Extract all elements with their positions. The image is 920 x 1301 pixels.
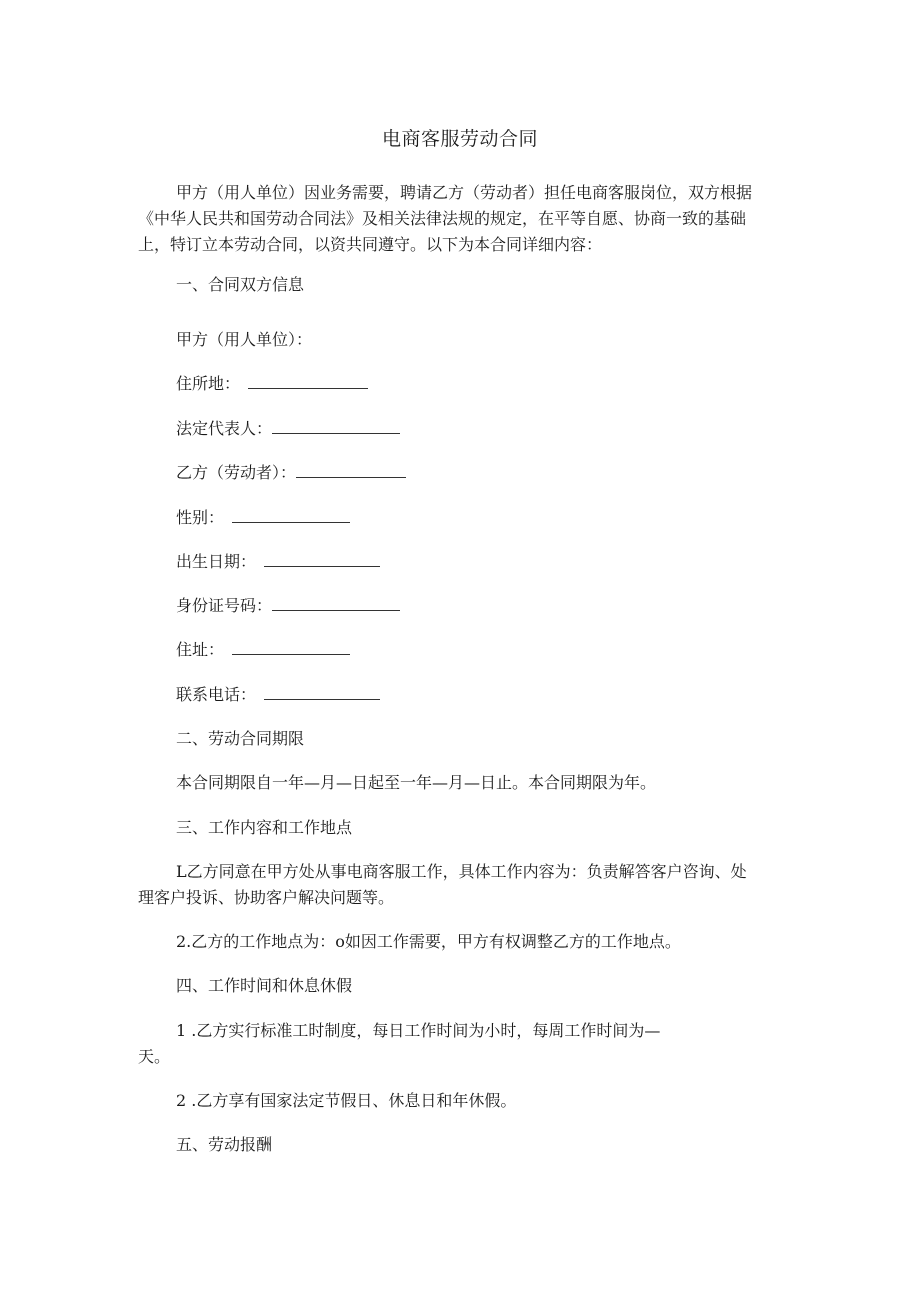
- address-blank: [248, 374, 368, 389]
- section-4-item-2: 2 .乙方享有国家法定节假日、休息日和年休假。: [176, 1091, 517, 1110]
- id-number-field: [176, 596, 400, 616]
- address-label: 住所地：: [176, 374, 241, 393]
- residence-blank: [232, 640, 350, 655]
- section-4-item-1-line-1: 1 .乙方实行标准工时制度，每日工作时间为小时，每周工作时间为—: [176, 1021, 661, 1040]
- section-3-heading: 三、工作内容和工作地点: [176, 818, 353, 837]
- intro-line-1: 甲方（用人单位）因业务需要，聘请乙方（劳动者）担任电商客服岗位，双方根据: [176, 183, 753, 202]
- legal-rep-field: [176, 419, 400, 439]
- id-number-label: 身份证号码：: [176, 596, 273, 615]
- section-3-item-2: 2.乙方的工作地点为：o如因工作需要，甲方有权调整乙方的工作地点。: [176, 932, 681, 951]
- phone-blank: [264, 685, 380, 700]
- legal-rep-blank: [272, 419, 400, 434]
- residence-label: 住址：: [176, 640, 225, 659]
- section-2-heading: 二、劳动合同期限: [176, 729, 305, 748]
- legal-rep-label: 法定代表人：: [176, 419, 273, 438]
- section-1-heading: 一、合同双方信息: [176, 275, 305, 294]
- phone-label: 联系电话：: [176, 685, 257, 704]
- gender-blank: [232, 508, 350, 523]
- phone-field: [176, 685, 380, 705]
- section-4-item-1-line-2: 天。: [138, 1047, 171, 1066]
- intro-line-3: 上，特订立本劳动合同，以资共同遵守。以下为本合同详细内容：: [138, 235, 603, 254]
- intro-line-2: 《中华人民共和国劳动合同法》及相关法律法规的规定，在平等自愿、协商一致的基础: [138, 209, 747, 228]
- party-b-blank: [296, 463, 406, 478]
- document-title: 电商客服劳动合同: [381, 128, 538, 150]
- address-field: [176, 374, 368, 394]
- birth-date-label: 出生日期：: [176, 552, 257, 571]
- party-b-field: [176, 463, 406, 483]
- section-5-heading: 五、劳动报酬: [176, 1135, 273, 1154]
- residence-field: [176, 640, 350, 660]
- birth-date-field: [176, 552, 380, 572]
- section-3-item-1-line-1: L乙方同意在甲方处从事电商客服工作，具体工作内容为：负责解答客户咨询、处: [176, 862, 747, 881]
- party-b-label: 乙方（劳动者）：: [176, 463, 297, 482]
- birth-date-blank: [264, 552, 380, 567]
- party-a-label: 甲方（用人单位）：: [176, 330, 313, 349]
- gender-field: [176, 508, 350, 528]
- gender-label: 性别：: [176, 508, 225, 527]
- id-number-blank: [272, 596, 400, 611]
- section-2-text: 本合同期限自一年—月—日起至一年—月—日止。本合同期限为年。: [176, 773, 657, 792]
- section-3-item-1-line-2: 理客户投诉、协助客户解决问题等。: [138, 888, 395, 907]
- section-4-heading: 四、工作时间和休息休假: [176, 976, 353, 995]
